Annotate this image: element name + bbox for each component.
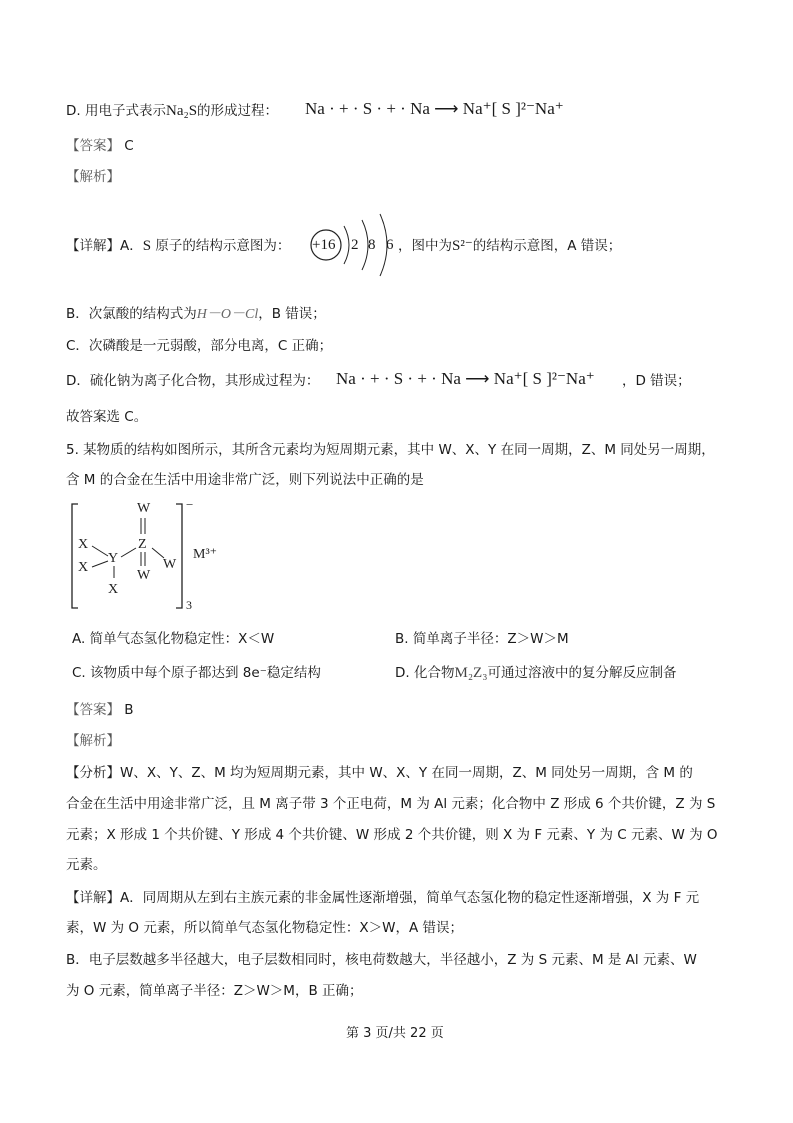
process-text-2: Na · + · S · + · Na ⟶ Na⁺[ S ]²⁻Na⁺ <box>336 369 595 388</box>
atom-w-right: W <box>163 557 177 572</box>
xiangjie-line-3: B．电子层数越多半径越大，电子层数相同时，核电荷数越大，半径越小，Z 为 S 元素、M 是 Al 元素、W <box>66 952 697 968</box>
q5-option-d <box>395 663 676 683</box>
bracket-subscript: 3 <box>186 598 192 612</box>
atom-w-top: W <box>137 501 151 516</box>
prev-option-d-prefix: D. 用电子式表示 <box>66 103 166 119</box>
detail-a-end: 的结构示意图，A 错误； <box>472 238 622 254</box>
option-d-prefix: D. 化合物 <box>395 665 455 681</box>
q5-option-b: B. 简单离子半径：Z＞W＞M <box>395 631 569 647</box>
q5-stem-line-2: 含 M 的合金在生活中用途非常广泛，则下列说法中正确的是 <box>66 472 424 488</box>
process-text: Na · + · S · + · Na ⟶ Na⁺[ S ]²⁻Na⁺ <box>305 99 564 118</box>
detail-4-a <box>66 236 290 256</box>
electron-formula-process-2 <box>336 369 595 389</box>
xiangjie-line-2: 素，W 为 O 元素，所以简单气态氢化物稳定性：X＞W，A 错误； <box>66 920 463 936</box>
analysis-label-4: 【解析】 <box>66 169 120 185</box>
answer-4 <box>66 136 134 156</box>
analysis-label-5: 【解析】 <box>66 733 120 749</box>
answer-value-5: B <box>124 702 134 718</box>
nucleus-charge: +16 <box>312 237 336 253</box>
detail-a-mid: 原子的结构示意图为： <box>155 238 291 254</box>
atom-x-1: X <box>78 537 89 552</box>
answer-value: C <box>124 138 134 154</box>
detail-b-end: ，B 错误； <box>258 306 326 322</box>
atom-x-3: X <box>108 582 119 597</box>
shell-2: 8 <box>368 237 376 253</box>
atom-z: Z <box>138 537 147 552</box>
detail-b-prefix: B．次氯酸的结构式为 <box>66 306 197 322</box>
m2z3-formula: M₂Z₃ <box>454 665 488 681</box>
symbol-s: S <box>142 238 152 254</box>
xiangjie-line-1: 【详解】A．同周期从左到右主族元素的非金属性逐渐增强，简单气态氢化物的稳定性逐渐增强，X 为 F 元 <box>66 890 700 906</box>
page-footer: 第 3 页/共 22 页 <box>346 1026 444 1041</box>
detail-4-d-end: ，D 错误； <box>622 373 691 389</box>
detail-4-a-rest <box>398 236 621 256</box>
hocl-formula: H－O－Cl <box>196 307 259 322</box>
prev-option-d <box>66 101 278 121</box>
detail-4-c: C．次磷酸是一元弱酸，部分电离，C 正确； <box>66 338 333 354</box>
answer-label-5: 【答案】 <box>66 702 120 718</box>
atom-w-bottom: W <box>137 568 151 583</box>
answer-5 <box>66 700 134 720</box>
detail-4-b <box>66 304 326 325</box>
xiangjie-line-4: 为 O 元素，简单离子半径：Z＞W＞M，B 正确； <box>66 983 363 999</box>
fenxi-line-2: 合金在生活中用途非常广泛，且 M 离子带 3 个正电荷，M 为 Al 元素；化合物中 Z 形成 6 个共价键，Z 为 S <box>66 796 716 812</box>
compound-na2s: Na₂S <box>165 103 198 119</box>
atom-y: Y <box>108 551 119 566</box>
shell-3: 6 <box>386 237 394 253</box>
q5-stem-line-1: 5. 某物质的结构如图所示，其所含元素均为短周期元素，其中 W、X、Y 在同一周期，Z、M 同处另一周期， <box>66 442 715 458</box>
conclusion-4: 故答案选 C。 <box>66 409 148 425</box>
detail-a-prefix: 【详解】A． <box>66 238 143 254</box>
shell-1: 2 <box>351 237 359 253</box>
atom-x-2: X <box>78 560 89 575</box>
electron-formula-process-1 <box>305 99 564 119</box>
anion-charge: − <box>186 497 194 512</box>
fenxi-line-1: 【分析】W、X、Y、Z、M 均为短周期元素，其中 W、X、Y 在同一周期，Z、M 同处另一周期，含 M 的 <box>66 765 693 781</box>
detail-a-suffix: ，图中为 <box>398 238 452 254</box>
fenxi-line-3: 元素；X 形成 1 个共价键、Y 形成 4 个共价键、W 形成 2 个共价键，则 X 为 F 元素、Y 为 C 元素、W 为 O <box>66 827 718 843</box>
option-d-end: 可通过溶液中的复分解反应制备 <box>487 665 677 681</box>
fenxi-line-4: 元素。 <box>66 857 107 873</box>
prev-option-d-suffix: 的形成过程： <box>197 103 279 119</box>
s-ion: S²⁻ <box>452 238 473 254</box>
q5-option-c: C. 该物质中每个原子都达到 8e⁻稳定结构 <box>72 665 321 681</box>
q5-option-a: A. 简单气态氢化物稳定性：X＜W <box>72 631 275 647</box>
cation-m: M³⁺ <box>193 547 218 562</box>
detail-4-d: D．硫化钠为离子化合物，其形成过程为： <box>66 373 320 389</box>
answer-label: 【答案】 <box>66 138 120 154</box>
